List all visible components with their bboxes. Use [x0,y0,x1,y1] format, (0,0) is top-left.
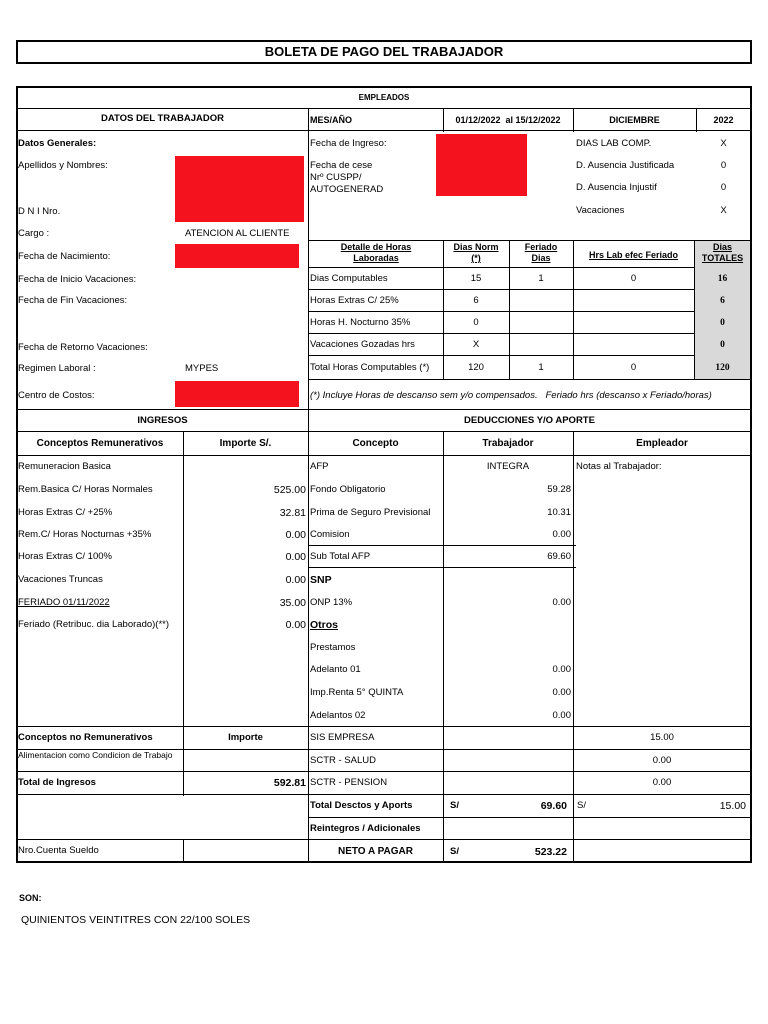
snp-label: SNP [310,574,332,586]
otros-item-value: 0.00 [552,710,571,721]
otros-item-label: Prestamos [310,642,356,653]
cese-label: Fecha de cese [310,160,373,171]
hours-row-norm: 0 [473,317,479,328]
ingreso-item-amount: 0.00 [285,551,306,563]
afp-item-label: Comision [310,529,350,540]
col-concepto: Concepto [352,438,399,449]
total-desc-value: 69.60 [540,800,567,812]
onp-label: ONP 13% [310,597,353,608]
total-emp-currency: S/ [577,800,586,811]
hours-row-norm: X [472,339,480,350]
ingreso-item-label: Rem.C/ Horas Nocturnas +35% [18,529,152,540]
absence-label: Vacaciones [576,205,625,216]
afp-value: INTEGRA [486,461,530,472]
main-table [16,86,752,863]
subtotal-afp-label: Sub Total AFP [310,551,371,562]
alimentacion-label: Alimentacion como Condicion de Trabajo [18,750,173,760]
datos-generales: Datos Generales: [18,138,97,149]
col-trabajador: Trabajador [482,438,534,449]
regimen-label: Regimen Laboral : [18,363,96,374]
autogenerad-label: AUTOGENERAD [310,184,384,195]
hours-row-total: 16 [717,274,728,284]
hours-row-hrs: 0 [630,273,637,284]
redacted-cost-center [175,381,299,407]
otros-item-label: Adelantos 02 [310,710,366,721]
hours-row-feriado: 1 [538,362,544,373]
hours-row-total: 120 [715,363,730,373]
mesano-label: MES/AÑO [310,115,353,125]
total-emp-value: 15.00 [719,800,746,812]
absence-value: X [720,138,727,149]
notas-label: Notas al Trabajador: [576,461,662,472]
ingreso-item-amount: 525.00 [273,484,306,496]
absence-value: 0 [720,182,727,193]
afp-item-value: 0.00 [552,529,571,540]
redacted-name [175,156,304,222]
absence-label: D. Ausencia Justificada [576,160,675,171]
afp-label: AFP [310,461,329,472]
hours-row-feriado: 1 [538,273,544,284]
hours-header-detalle: Detalle de Horas Laboradas [340,242,412,263]
ingreso-item-label: Horas Extras C/ 100% [18,551,112,562]
afp-item-value: 59.28 [547,484,571,495]
redacted-birthdate [175,244,299,268]
son-text: QUINIENTOS VEINTITRES CON 22/100 SOLES [21,914,251,926]
otros-item-label: Imp.Renta 5° QUINTA [310,687,404,698]
hours-row-label: Total Horas Computables (*) [310,362,430,373]
centro-label: Centro de Costos: [18,390,95,401]
ingreso-item-label: FERIADO 01/11/2022 [18,597,110,608]
absence-value: X [720,205,727,216]
ingreso-item-label: Rem.Basica C/ Horas Normales [18,484,153,495]
month: DICIEMBRE [609,115,660,125]
subtotal-afp-value: 69.60 [547,551,571,562]
deducciones-title: DEDUCCIONES Y/O APORTE [464,415,595,426]
no-rem-label: Conceptos no Remunerativos [18,732,153,743]
hours-header-feriado: Feriado Dias [524,242,558,263]
employer-item-label: SCTR - SALUD [310,755,376,766]
ingreso-item-label: Vacaciones Truncas [18,574,103,585]
page-title: BOLETA DE PAGO DEL TRABAJADOR [264,44,504,59]
col-conceptos-rem: Conceptos Remunerativos [36,438,164,449]
inicio-vac-label: Fecha de Inicio Vacaciones: [18,274,137,285]
ingreso-item-amount: 32.81 [279,507,306,519]
hours-row-label: Horas Extras C/ 25% [310,295,399,306]
hours-row-norm: 15 [470,273,482,284]
col-empleador: Empleador [636,438,688,449]
reintegros-label: Reintegros / Adicionales [310,823,421,834]
hours-header-dias-norm: Dias Norm (*) [453,242,499,263]
hours-row-label: Horas H. Nocturno 35% [310,317,411,328]
empleados-title: EMPLEADOS [358,93,410,102]
ingresos-title: INGRESOS [137,415,188,426]
absence-label: DIAS LAB COMP. [576,138,652,149]
hours-row-norm: 6 [473,295,479,306]
hours-note: (*) Incluye Horas de descanso sem y/o compensados. Feriado hrs (descanso x Feriado/horas) [310,390,712,401]
afp-item-label: Fondo Obligatorio [310,484,386,495]
ingreso-item-label: Remuneracion Basica [18,461,111,472]
employer-item-label: SIS EMPRESA [310,732,375,743]
employer-item-value: 15.00 [650,732,674,743]
otros-item-label: Adelanto 01 [310,664,361,675]
hours-row-total: 0 [720,318,725,328]
fin-vac-label: Fecha de Fin Vacaciones: [18,295,128,306]
total-ingresos-value: 592.81 [273,777,306,789]
employer-item-value: 0.00 [652,755,672,766]
hours-row-label: Dias Computables [310,273,388,284]
hours-row-total: 6 [720,296,725,306]
ingreso-item-label: Feriado (Retribuc. dia Laborado)(**) [18,619,170,630]
absence-label: D. Ausencia Injustif [576,182,657,193]
regimen-value: MYPES [185,363,219,374]
neto-value: 523.22 [534,846,567,858]
total-desc-currency: S/ [450,800,459,811]
redacted-employment [436,134,527,196]
hours-row-total: 0 [720,340,725,350]
otros-label: Otros [310,619,339,631]
no-rem-amount-label: Importe [228,732,263,743]
hours-row-norm: 120 [468,362,484,373]
apellidos-label: Apellidos y Nombres: [18,160,108,171]
period: 01/12/2022 al 15/12/2022 [455,115,561,125]
hours-header-totales: Dias TOTALES [701,242,744,263]
ingreso-item-amount: 0.00 [285,529,306,541]
col-importe: Importe S/. [219,438,272,449]
hours-row-hrs: 0 [630,362,637,373]
afp-item-label: Prima de Seguro Previsional [310,507,431,518]
cargo-value: ATENCION AL CLIENTE [185,228,290,239]
ingreso-label: Fecha de Ingreso: [310,138,387,149]
ingreso-item-label: Horas Extras C/ +25% [18,507,113,518]
onp-value: 0.00 [552,597,571,608]
employer-item-value: 0.00 [652,777,672,788]
son-label: SON: [19,893,42,903]
cargo-label: Cargo : [18,228,50,239]
otros-item-value: 0.00 [552,664,571,675]
neto-label: NETO A PAGAR [337,846,413,857]
ingreso-item-amount: 0.00 [285,619,306,631]
total-ingresos-label: Total de Ingresos [18,777,96,788]
hours-row-label: Vacaciones Gozadas hrs [310,339,415,350]
year: 2022 [713,115,734,125]
neto-currency: S/ [450,846,459,857]
otros-item-value: 0.00 [552,687,571,698]
datos-trabajador-title: DATOS DEL TRABAJADOR [101,113,224,124]
ingreso-item-amount: 0.00 [285,574,306,586]
ingreso-item-amount: 35.00 [279,597,306,609]
cuspp-label: Nrº CUSPP/ [310,172,362,183]
cuenta-label: Nro.Cuenta Sueldo [18,845,99,856]
afp-item-value: 10.31 [547,507,571,518]
hours-header-hrs-lab: Hrs Lab efec Feriado [588,250,679,260]
absence-value: 0 [720,160,727,171]
dni-label: D N I Nro. [18,206,61,217]
retorno-vac-label: Fecha de Retorno Vacaciones: [18,342,148,353]
employer-item-label: SCTR - PENSION [310,777,388,788]
total-desc-label: Total Desctos y Aports [310,800,413,811]
nacimiento-label: Fecha de Nacimiento: [18,251,111,262]
